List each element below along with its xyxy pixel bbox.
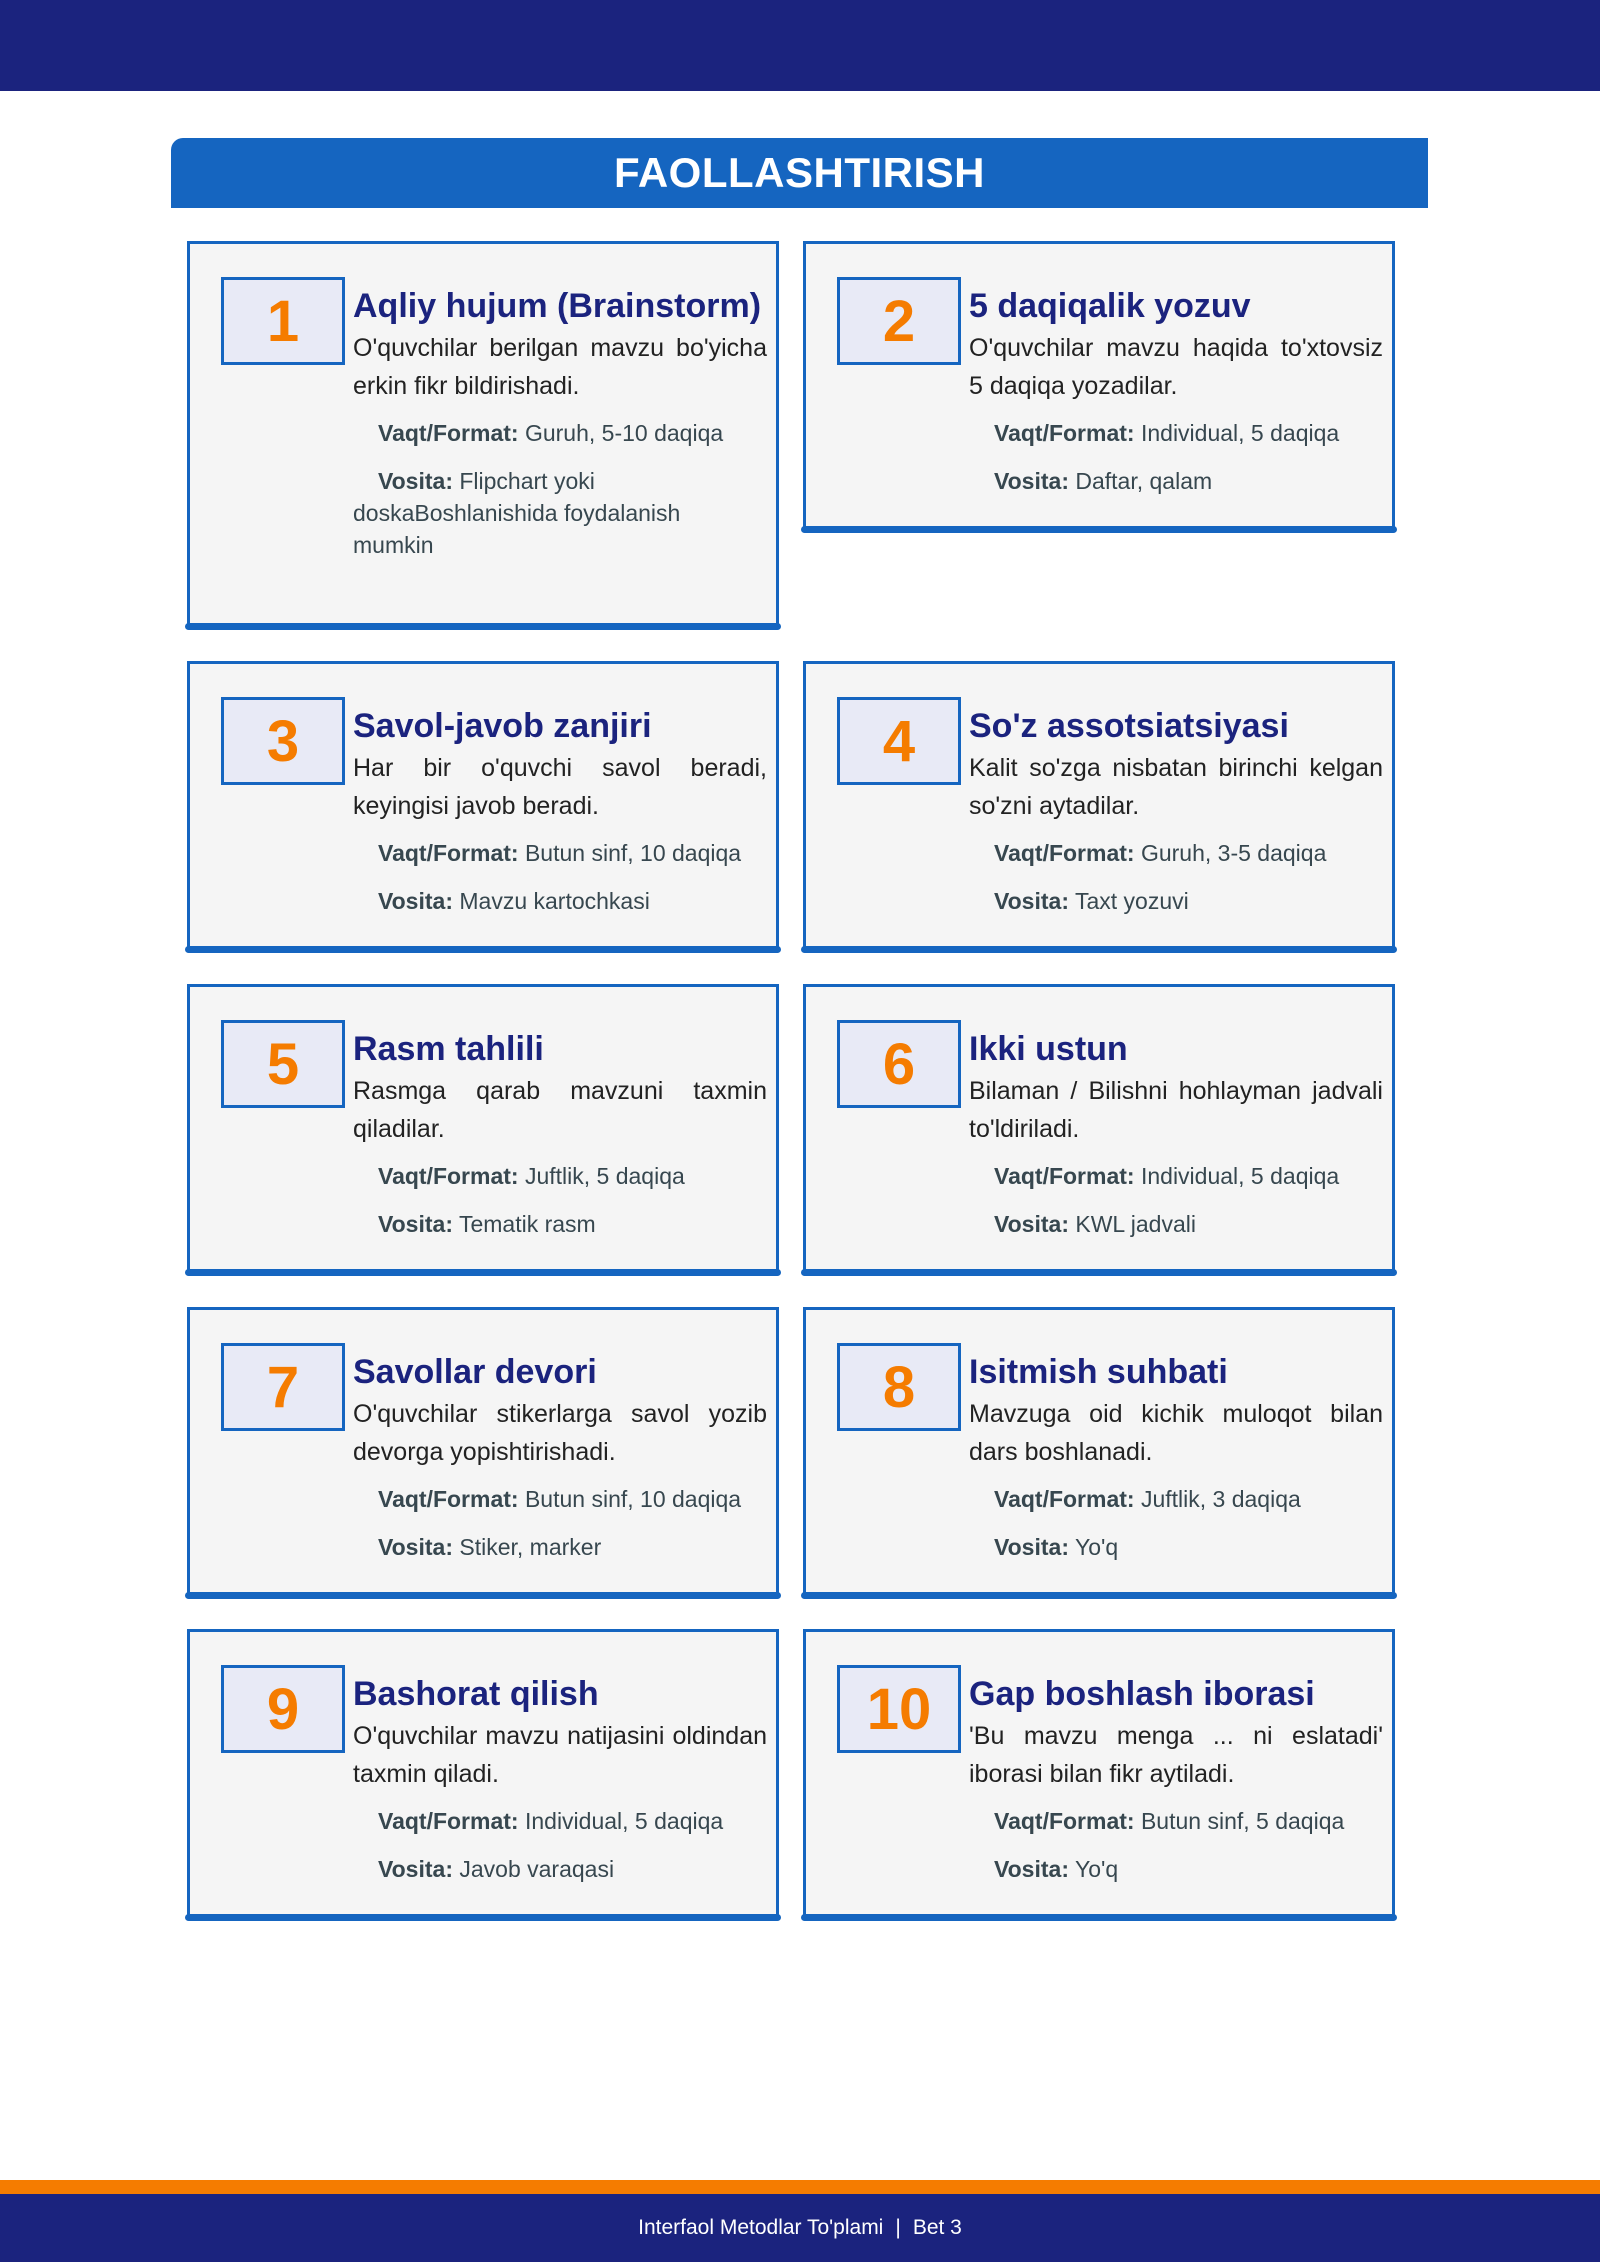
method-card	[803, 661, 1395, 950]
card-bottom-rule	[185, 1269, 781, 1276]
card-description: Har bir o'quvchi savol beradi, keyingisi javob beradi.	[353, 754, 767, 820]
method-card	[187, 1307, 779, 1596]
card-title: Savollar devori	[353, 1353, 597, 1391]
card-number: 5	[221, 1020, 345, 1108]
tool-value: Yo'q	[1074, 1534, 1119, 1560]
tool-value: Daftar, qalam	[1075, 468, 1213, 494]
card-tool	[969, 465, 1383, 497]
card-description: Kalit so'zga nisbatan birinchi kelgan so'zni aytadilar.	[969, 754, 1383, 820]
time-format-label: Vaqt/Format:	[378, 420, 519, 446]
tool-label: Vosita:	[378, 1211, 453, 1237]
card-bottom-rule	[185, 623, 781, 630]
card-bottom-rule	[801, 946, 1397, 953]
card-time-format	[353, 417, 767, 449]
time-format-label: Vaqt/Format:	[994, 1163, 1135, 1189]
time-format-value: Guruh, 5-10 daqiqa	[524, 420, 724, 446]
tool-label: Vosita:	[378, 1856, 453, 1882]
card-time-format	[353, 837, 767, 869]
tool-value: Flipchart yoki doskaBoshlanishida foydalanish mumkin	[353, 468, 681, 558]
method-card	[187, 1629, 779, 1918]
card-time-format	[353, 1483, 767, 1515]
card-tool	[353, 465, 767, 561]
card-title: Gap boshlash iborasi	[969, 1675, 1315, 1713]
card-tool	[353, 885, 767, 917]
tool-label: Vosita:	[994, 1534, 1069, 1560]
time-format-value: Guruh, 3-5 daqiqa	[1140, 840, 1327, 866]
card-tool	[353, 1208, 767, 1240]
card-tool	[353, 1853, 767, 1885]
card-number: 1	[221, 277, 345, 365]
card-title: Bashorat qilish	[353, 1675, 599, 1713]
time-format-label: Vaqt/Format:	[994, 1808, 1135, 1834]
card-description: 'Bu mavzu menga ... ni eslatadi' iborasi bilan fikr aytiladi.	[969, 1722, 1383, 1788]
card-number: 3	[221, 697, 345, 785]
card-description: O'quvchilar mavzu natijasini oldindan taxmin qiladi.	[353, 1722, 767, 1788]
method-card	[803, 241, 1395, 530]
time-format-value: Juftlik, 5 daqiqa	[524, 1163, 685, 1189]
card-time-format	[969, 1160, 1383, 1192]
card-title: Isitmish suhbati	[969, 1353, 1228, 1391]
tool-value: Javob varaqasi	[459, 1856, 615, 1882]
time-format-label: Vaqt/Format:	[378, 1486, 519, 1512]
tool-label: Vosita:	[994, 888, 1069, 914]
tool-value: Mavzu kartochkasi	[459, 888, 650, 914]
time-format-value: Juftlik, 3 daqiqa	[1140, 1486, 1301, 1512]
time-format-value: Individual, 5 daqiqa	[524, 1808, 724, 1834]
card-title: Savol-javob zanjiri	[353, 707, 652, 745]
section-title: FAOLLASHTIRISH	[171, 138, 1428, 208]
card-number: 2	[837, 277, 961, 365]
footer-accent-bar	[0, 2180, 1600, 2194]
card-description: O'quvchilar mavzu haqida to'xtovsiz 5 daqiqa yozadilar.	[969, 334, 1383, 400]
method-card	[803, 984, 1395, 1273]
page-footer	[0, 2194, 1600, 2262]
card-tool	[969, 885, 1383, 917]
time-format-label: Vaqt/Format:	[994, 1486, 1135, 1512]
card-title: So'z assotsiatsiyasi	[969, 707, 1289, 745]
card-description: O'quvchilar stikerlarga savol yozib devorga yopishtirishadi.	[353, 1400, 767, 1466]
card-number: 4	[837, 697, 961, 785]
card-title: 5 daqiqalik yozuv	[969, 287, 1251, 325]
card-bottom-rule	[185, 946, 781, 953]
method-card	[803, 1629, 1395, 1918]
method-card	[187, 661, 779, 950]
card-tool	[353, 1531, 767, 1563]
method-card	[803, 1307, 1395, 1596]
card-time-format	[969, 417, 1383, 449]
footer-separator: |	[895, 2216, 901, 2239]
tool-value: Taxt yozuvi	[1074, 888, 1189, 914]
tool-value: KWL jadvali	[1075, 1211, 1196, 1237]
card-number: 8	[837, 1343, 961, 1431]
method-card	[187, 984, 779, 1273]
tool-value: Tematik rasm	[458, 1211, 596, 1237]
card-description: Rasmga qarab mavzuni taxmin qiladilar.	[353, 1077, 767, 1143]
time-format-value: Individual, 5 daqiqa	[1140, 420, 1340, 446]
tool-value: Yo'q	[1074, 1856, 1119, 1882]
card-bottom-rule	[801, 526, 1397, 533]
card-number: 10	[837, 1665, 961, 1753]
card-bottom-rule	[801, 1269, 1397, 1276]
page-number: Bet 3	[912, 2216, 962, 2239]
card-time-format	[969, 1805, 1383, 1837]
method-card	[187, 241, 779, 627]
card-time-format	[969, 1483, 1383, 1515]
time-format-label: Vaqt/Format:	[378, 1808, 519, 1834]
card-tool	[969, 1208, 1383, 1240]
tool-label: Vosita:	[378, 888, 453, 914]
card-number: 9	[221, 1665, 345, 1753]
card-bottom-rule	[801, 1914, 1397, 1921]
time-format-label: Vaqt/Format:	[378, 1163, 519, 1189]
tool-value: Stiker, marker	[459, 1534, 602, 1560]
time-format-value: Butun sinf, 10 daqiqa	[524, 840, 742, 866]
card-description: Bilaman / Bilishni hohlayman jadvali to'ldiriladi.	[969, 1077, 1383, 1143]
time-format-value: Butun sinf, 10 daqiqa	[524, 1486, 742, 1512]
time-format-value: Butun sinf, 5 daqiqa	[1140, 1808, 1345, 1834]
card-title: Aqliy hujum (Brainstorm)	[353, 287, 762, 325]
card-number: 7	[221, 1343, 345, 1431]
time-format-label: Vaqt/Format:	[994, 840, 1135, 866]
tool-label: Vosita:	[994, 468, 1069, 494]
tool-label: Vosita:	[378, 468, 453, 494]
footer-title: Interfaol Metodlar To'plami	[638, 2216, 884, 2239]
tool-label: Vosita:	[994, 1211, 1069, 1237]
card-tool	[969, 1853, 1383, 1885]
card-bottom-rule	[801, 1592, 1397, 1599]
time-format-value: Individual, 5 daqiqa	[1140, 1163, 1340, 1189]
card-title: Rasm tahlili	[353, 1030, 544, 1068]
card-tool	[969, 1531, 1383, 1563]
card-title: Ikki ustun	[969, 1030, 1128, 1068]
card-time-format	[353, 1805, 767, 1837]
card-bottom-rule	[185, 1592, 781, 1599]
card-time-format	[969, 837, 1383, 869]
time-format-label: Vaqt/Format:	[994, 420, 1135, 446]
card-bottom-rule	[185, 1914, 781, 1921]
time-format-label: Vaqt/Format:	[378, 840, 519, 866]
card-description: Mavzuga oid kichik muloqot bilan dars boshlanadi.	[969, 1400, 1383, 1466]
card-number: 6	[837, 1020, 961, 1108]
card-description: O'quvchilar berilgan mavzu bo'yicha erkin fikr bildirishadi.	[353, 334, 767, 400]
tool-label: Vosita:	[994, 1856, 1069, 1882]
tool-label: Vosita:	[378, 1534, 453, 1560]
card-time-format	[353, 1160, 767, 1192]
